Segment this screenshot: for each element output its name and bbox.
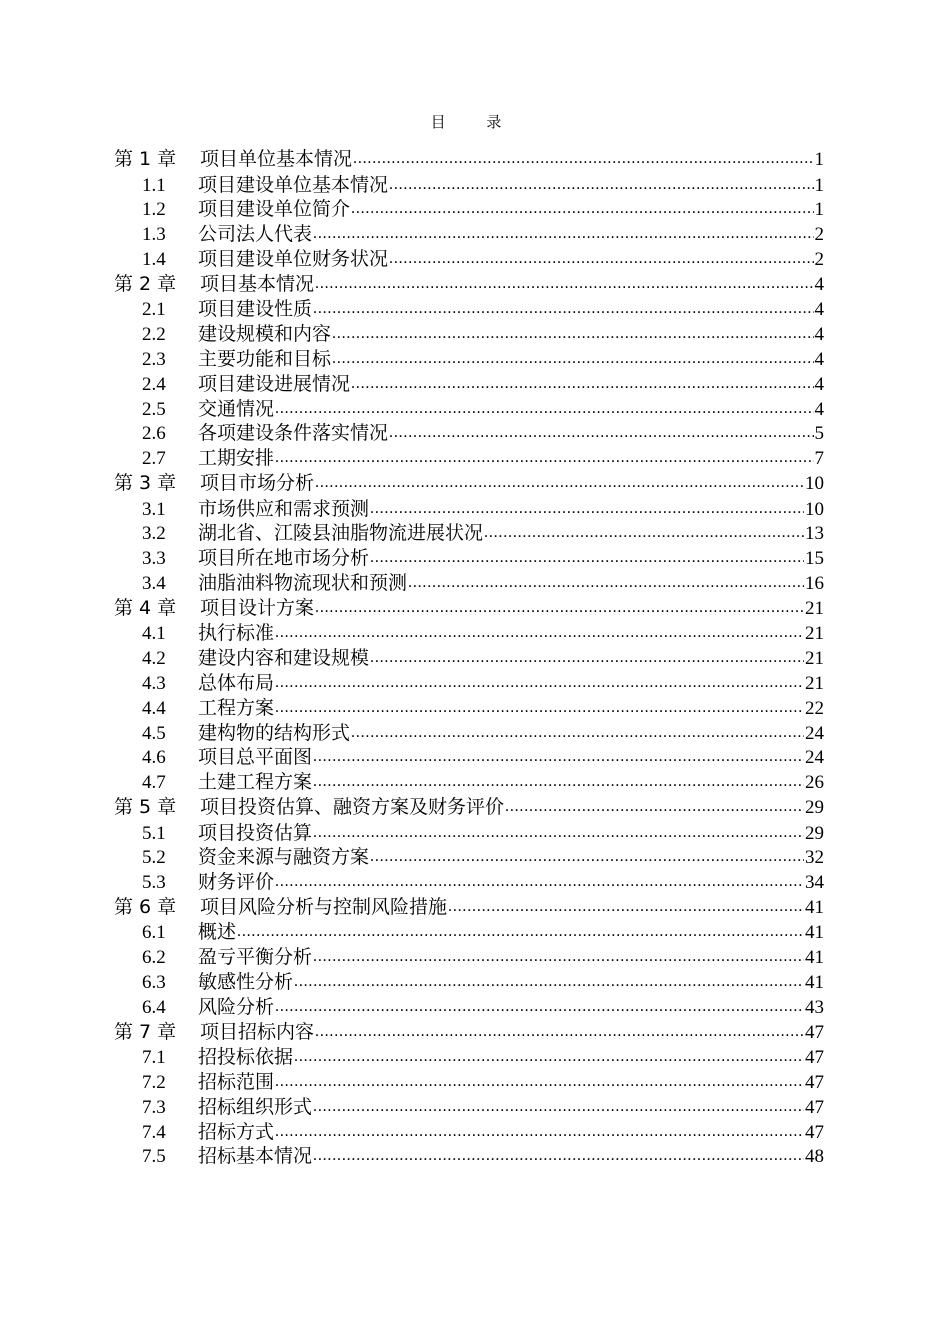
toc-entry-number: 2.4 xyxy=(142,373,166,394)
toc-section-entry[interactable] xyxy=(114,170,824,195)
toc-section-entry[interactable] xyxy=(114,1092,824,1117)
toc-section-entry[interactable] xyxy=(114,643,824,668)
dot-leader xyxy=(315,595,804,614)
toc-entry-page-number: 47 xyxy=(805,1096,824,1117)
toc-entry-page-number: 34 xyxy=(805,872,824,892)
toc-entry-page-number: 47 xyxy=(805,1121,824,1142)
dot-leader xyxy=(484,520,804,539)
toc-entry-title: 土建工程方案 xyxy=(198,771,313,792)
toc-entry-page-number: 13 xyxy=(805,523,824,544)
toc-entry-page-number: 4 xyxy=(814,398,824,419)
dot-leader xyxy=(370,545,804,564)
toc-entry-title: 财务评价 xyxy=(198,871,275,892)
dot-leader xyxy=(505,794,804,813)
toc-entry-page-number: 41 xyxy=(805,896,824,918)
toc-entry-title: 项目市场分析 xyxy=(200,471,315,494)
toc-section-entry[interactable] xyxy=(114,767,824,792)
table-of-contents xyxy=(114,144,824,1166)
toc-section-entry[interactable] xyxy=(114,867,824,892)
toc-entry-number: 6.2 xyxy=(142,947,166,968)
toc-entry-title: 项目单位基本情况 xyxy=(200,148,353,170)
toc-entry-page-number: 10 xyxy=(805,498,824,519)
toc-entry-title: 油脂油料物流现状和预测 xyxy=(198,571,408,593)
dot-leader xyxy=(294,1044,804,1063)
toc-entry-title: 概述 xyxy=(198,921,237,943)
toc-entry-number: 第 1 章 xyxy=(114,148,177,170)
dot-leader xyxy=(351,196,813,215)
toc-entry-number: 1.1 xyxy=(142,174,166,195)
toc-entry-number: 4.3 xyxy=(142,672,166,693)
toc-entry-number: 7.1 xyxy=(142,1047,166,1068)
dot-leader xyxy=(313,296,813,315)
toc-section-entry[interactable] xyxy=(114,1067,824,1092)
toc-section-entry[interactable] xyxy=(114,693,824,718)
toc-section-entry[interactable] xyxy=(114,394,824,419)
toc-entry-title: 各项建设条件落实情况 xyxy=(198,422,389,444)
toc-entry-number: 3.1 xyxy=(142,498,166,519)
dot-leader xyxy=(351,371,813,390)
toc-entry-page-number: 1 xyxy=(814,174,824,195)
toc-entry-number: 1.4 xyxy=(142,248,166,269)
toc-entry-page-number: 2 xyxy=(814,224,824,244)
toc-section-entry[interactable] xyxy=(114,418,824,443)
toc-entry-title: 工程方案 xyxy=(198,696,275,718)
toc-entry-title: 执行标准 xyxy=(198,622,275,644)
toc-entry-number: 6.4 xyxy=(142,996,166,1017)
toc-section-entry[interactable] xyxy=(114,543,824,568)
toc-section-entry[interactable] xyxy=(114,818,824,843)
toc-entry-title: 招标组织形式 xyxy=(198,1095,313,1117)
toc-entry-number: 7.3 xyxy=(142,1096,166,1117)
toc-entry-number: 2.5 xyxy=(142,398,166,419)
toc-chapter-entry[interactable] xyxy=(114,593,824,619)
dot-leader xyxy=(275,1069,804,1088)
toc-entry-page-number: 48 xyxy=(805,1146,824,1167)
dot-leader xyxy=(313,769,804,788)
toc-section-entry[interactable] xyxy=(114,219,824,244)
toc-entry-title: 项目建设单位基本情况 xyxy=(198,173,389,195)
toc-chapter-entry[interactable] xyxy=(114,1017,824,1043)
toc-entry-title: 主要功能和目标 xyxy=(198,347,332,369)
toc-entry-number: 3.3 xyxy=(142,548,166,568)
toc-entry-number: 2.1 xyxy=(142,299,166,320)
toc-entry-title: 项目建设单位简介 xyxy=(198,198,351,220)
toc-entry-page-number: 26 xyxy=(805,772,824,792)
toc-entry-title: 项目基本情况 xyxy=(200,272,315,295)
toc-entry-title: 招标范围 xyxy=(198,1071,275,1092)
toc-chapter-entry[interactable] xyxy=(114,144,824,170)
dot-leader xyxy=(313,944,804,963)
dot-leader xyxy=(315,1019,804,1038)
dot-leader xyxy=(294,969,804,988)
toc-entry-title: 招投标依据 xyxy=(198,1046,294,1068)
toc-section-entry[interactable] xyxy=(114,518,824,543)
toc-entry-page-number: 22 xyxy=(805,697,824,718)
toc-entry-number: 第 3 章 xyxy=(114,471,177,494)
dot-leader xyxy=(313,1143,804,1162)
dot-leader xyxy=(275,396,813,415)
toc-entry-page-number: 1 xyxy=(814,149,824,170)
toc-section-entry[interactable] xyxy=(114,194,824,219)
toc-entry-title: 建设内容和建设规模 xyxy=(198,647,370,668)
toc-entry-page-number: 5 xyxy=(814,423,824,444)
toc-entry-page-number: 21 xyxy=(805,597,824,619)
dot-leader xyxy=(313,1094,804,1113)
toc-entry-title: 工期安排 xyxy=(198,447,275,468)
toc-section-entry[interactable] xyxy=(114,942,824,967)
toc-entry-number: 6.1 xyxy=(142,922,166,943)
toc-section-entry[interactable] xyxy=(114,967,824,992)
dot-leader xyxy=(389,172,813,191)
toc-entry-page-number: 43 xyxy=(805,996,824,1017)
toc-entry-title: 资金来源与融资方案 xyxy=(198,846,370,868)
toc-entry-number: 5.2 xyxy=(142,847,166,868)
toc-entry-number: 第 2 章 xyxy=(114,272,177,295)
toc-section-entry[interactable] xyxy=(114,668,824,693)
dot-leader xyxy=(351,720,804,739)
toc-chapter-entry[interactable] xyxy=(114,892,824,918)
dot-leader xyxy=(237,919,804,938)
dot-leader xyxy=(315,470,804,489)
dot-leader xyxy=(313,820,804,839)
toc-entry-title: 项目招标内容 xyxy=(200,1020,315,1043)
toc-entry-page-number: 21 xyxy=(805,672,824,693)
toc-entry-number: 2.2 xyxy=(142,324,166,344)
toc-entry-number: 4.4 xyxy=(142,697,166,718)
toc-entry-number: 2.6 xyxy=(142,423,166,444)
toc-entry-page-number: 41 xyxy=(805,972,824,992)
toc-entry-page-number: 7 xyxy=(814,448,824,468)
toc-entry-page-number: 2 xyxy=(814,248,824,269)
toc-entry-page-number: 21 xyxy=(805,623,824,644)
toc-entry-page-number: 41 xyxy=(805,947,824,968)
toc-entry-page-number: 4 xyxy=(814,324,824,344)
dot-leader xyxy=(275,670,804,689)
toc-entry-number: 2.7 xyxy=(142,448,166,468)
toc-entry-number: 7.4 xyxy=(142,1121,166,1142)
toc-section-entry[interactable] xyxy=(114,742,824,767)
toc-chapter-entry[interactable] xyxy=(114,468,824,494)
toc-entry-page-number: 47 xyxy=(805,1021,824,1043)
dot-leader xyxy=(389,246,813,265)
dot-leader xyxy=(315,271,813,290)
toc-entry-title: 湖北省、江陵县油脂物流进展状况 xyxy=(198,522,484,544)
toc-entry-title: 项目所在地市场分析 xyxy=(198,547,370,568)
toc-entry-title: 项目建设单位财务状况 xyxy=(198,247,389,269)
toc-entry-page-number: 21 xyxy=(805,648,824,668)
toc-section-entry[interactable] xyxy=(114,1141,824,1166)
toc-entry-page-number: 4 xyxy=(814,273,824,295)
toc-entry-number: 第 5 章 xyxy=(114,795,177,818)
toc-entry-number: 第 6 章 xyxy=(114,895,177,918)
toc-chapter-entry[interactable] xyxy=(114,269,824,295)
toc-section-entry[interactable] xyxy=(114,842,824,867)
toc-entry-page-number: 29 xyxy=(805,796,824,818)
toc-entry-number: 4.1 xyxy=(142,623,166,644)
dot-leader xyxy=(275,620,804,639)
toc-section-entry[interactable] xyxy=(114,1117,824,1142)
toc-section-entry[interactable] xyxy=(114,618,824,643)
toc-entry-number: 第 4 章 xyxy=(114,596,177,619)
dot-leader xyxy=(448,894,804,913)
dot-leader xyxy=(332,346,813,365)
toc-entry-title: 项目设计方案 xyxy=(200,596,315,619)
dot-leader xyxy=(275,1119,804,1138)
toc-entry-title: 交通情况 xyxy=(198,397,275,419)
dot-leader xyxy=(370,844,804,863)
toc-chapter-entry[interactable] xyxy=(114,792,824,818)
toc-section-entry[interactable] xyxy=(114,244,824,269)
toc-entry-title: 建构物的结构形式 xyxy=(198,721,351,743)
toc-entry-number: 4.2 xyxy=(142,648,166,668)
dot-leader xyxy=(313,744,804,763)
toc-section-entry[interactable] xyxy=(114,294,824,319)
dot-leader xyxy=(389,420,813,439)
toc-entry-title: 项目风险分析与控制风险措施 xyxy=(200,895,448,918)
toc-entry-page-number: 24 xyxy=(805,747,824,768)
toc-entry-number: 3.4 xyxy=(142,572,166,593)
toc-section-entry[interactable] xyxy=(114,718,824,743)
dot-leader xyxy=(275,869,804,888)
toc-entry-page-number: 24 xyxy=(805,722,824,743)
toc-entry-title: 招标基本情况 xyxy=(198,1145,313,1167)
toc-section-entry[interactable] xyxy=(114,1042,824,1067)
dot-leader xyxy=(275,445,813,464)
toc-entry-page-number: 16 xyxy=(805,572,824,593)
toc-entry-title: 风险分析 xyxy=(198,995,275,1017)
toc-entry-number: 5.1 xyxy=(142,822,166,843)
toc-entry-page-number: 4 xyxy=(814,299,824,320)
toc-entry-page-number: 41 xyxy=(805,922,824,943)
toc-entry-title: 招标方式 xyxy=(198,1120,275,1142)
toc-entry-title: 项目总平面图 xyxy=(198,746,313,768)
toc-entry-number: 6.3 xyxy=(142,972,166,992)
toc-entry-page-number: 47 xyxy=(805,1047,824,1068)
dot-leader xyxy=(408,570,804,589)
toc-section-entry[interactable] xyxy=(114,917,824,942)
toc-entry-page-number: 29 xyxy=(805,822,824,843)
toc-section-entry[interactable] xyxy=(114,369,824,394)
toc-entry-title: 敏感性分析 xyxy=(198,971,294,992)
toc-entry-page-number: 1 xyxy=(814,199,824,220)
toc-entry-number: 4.5 xyxy=(142,722,166,743)
dot-leader xyxy=(370,645,804,664)
toc-section-entry[interactable] xyxy=(114,344,824,369)
toc-entry-title: 盈亏平衡分析 xyxy=(198,946,313,968)
toc-entry-page-number: 10 xyxy=(805,472,824,494)
toc-entry-title: 项目建设性质 xyxy=(198,298,313,320)
toc-entry-page-number: 32 xyxy=(805,847,824,868)
toc-section-entry[interactable] xyxy=(114,443,824,468)
toc-entry-page-number: 15 xyxy=(805,548,824,568)
toc-entry-number: 7.2 xyxy=(142,1072,166,1092)
toc-entry-title: 项目投资估算 xyxy=(198,821,313,843)
dot-leader xyxy=(353,146,813,165)
dot-leader xyxy=(332,321,813,340)
toc-entry-number: 5.3 xyxy=(142,872,166,892)
toc-entry-number: 4.6 xyxy=(142,747,166,768)
toc-entry-title: 市场供应和需求预测 xyxy=(198,497,370,519)
toc-entry-number: 3.2 xyxy=(142,523,166,544)
toc-entry-number: 1.2 xyxy=(142,199,166,220)
dot-leader xyxy=(313,221,813,240)
toc-entry-number: 1.3 xyxy=(142,224,166,244)
toc-entry-title: 建设规模和内容 xyxy=(198,323,332,344)
toc-section-entry[interactable] xyxy=(114,494,824,519)
toc-entry-number: 第 7 章 xyxy=(114,1020,177,1043)
toc-entry-number: 7.5 xyxy=(142,1146,166,1167)
dot-leader xyxy=(275,695,804,714)
toc-entry-number: 2.3 xyxy=(142,348,166,369)
toc-section-entry[interactable] xyxy=(114,319,824,344)
toc-entry-title: 项目投资估算、融资方案及财务评价 xyxy=(200,795,505,818)
toc-section-entry[interactable] xyxy=(114,992,824,1017)
toc-entry-page-number: 4 xyxy=(814,348,824,369)
dot-leader xyxy=(370,496,804,515)
toc-section-entry[interactable] xyxy=(114,568,824,593)
toc-entry-title: 总体布局 xyxy=(198,671,275,693)
toc-entry-number: 4.7 xyxy=(142,772,166,792)
toc-entry-page-number: 47 xyxy=(805,1072,824,1092)
dot-leader xyxy=(275,994,804,1013)
toc-entry-title: 项目建设进展情况 xyxy=(198,372,351,394)
toc-entry-page-number: 4 xyxy=(814,373,824,394)
toc-heading: 目 录 xyxy=(430,113,520,131)
toc-entry-title: 公司法人代表 xyxy=(198,223,313,244)
